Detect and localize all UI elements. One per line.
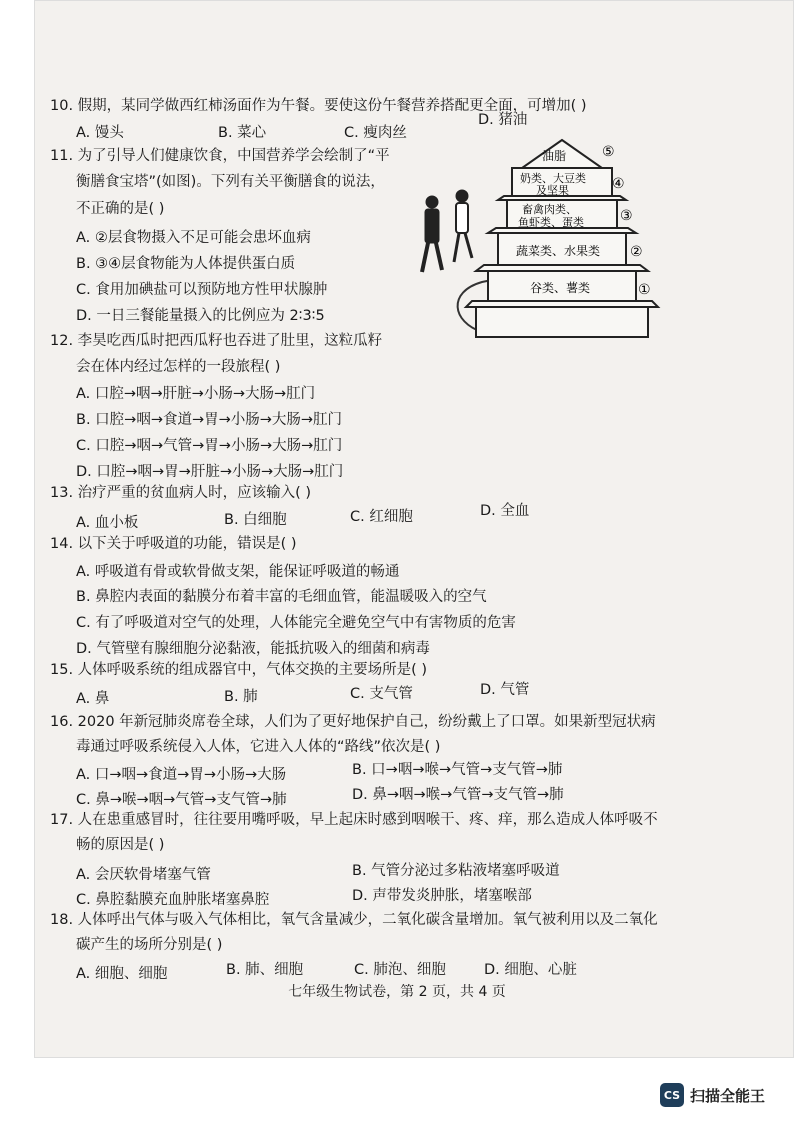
- q17-option-d: D. 声带发炎肿胀，堵塞喉部: [352, 888, 532, 904]
- q11-option-b: B. ③④层食物能为人体提供蛋白质: [76, 256, 296, 272]
- q14-option-b: B. 鼻腔内表面的黏膜分布着丰富的毛细血管，能温暖吸入的空气: [76, 589, 487, 605]
- q14-option-c: C. 有了呼吸道对空气的处理，人体能完全避免空气中有害物质的危害: [76, 615, 516, 631]
- question-16-stem-1: 16. 2020 年新冠肺炎席卷全球，人们为了更好地保护自己，纷纷戴上了口罩。如果新型冠状病: [50, 714, 656, 730]
- question-11-stem-3: 不正确的是( ): [76, 201, 165, 217]
- layer-5-number: ⑤: [602, 144, 615, 160]
- q11-option-d: D. 一日三餐能量摄入的比例应为 2∶3∶5: [76, 308, 325, 324]
- brand-name: 扫描全能王: [690, 1086, 766, 1105]
- q18-option-c: C. 肺泡、细胞: [354, 962, 446, 978]
- q11-option-c: C. 食用加碘盐可以预防地方性甲状腺肿: [76, 282, 328, 298]
- layer-3-label-1: 畜禽肉类、: [522, 203, 577, 216]
- q18-option-b: B. 肺、细胞: [226, 962, 304, 978]
- scanner-brand-watermark: [660, 1083, 765, 1107]
- q12-option-c: C. 口腔→咽→气管→胃→小肠→大肠→肛门: [76, 438, 343, 454]
- q18-option-d: D. 细胞、心脏: [484, 962, 577, 978]
- layer-2-label: 蔬菜类、水果类: [516, 244, 601, 258]
- q16-option-c: C. 鼻→喉→咽→气管→支气管→肺: [76, 792, 287, 808]
- q15-option-a: A. 鼻: [76, 691, 110, 707]
- q17-option-b: B. 气管分泌过多粘液堵塞呼吸道: [352, 863, 560, 879]
- question-18-stem-1: 18. 人体呼出气体与吸入气体相比，氧气含量减少，二氧化碳含量增加。氧气被利用以及二氧化: [50, 912, 658, 928]
- runner-figures: [422, 190, 472, 272]
- layer-4-number: ④: [612, 176, 625, 192]
- q12-option-d: D. 口腔→咽→胃→肝脏→小肠→大肠→肛门: [76, 464, 344, 480]
- q15-option-b: B. 肺: [224, 689, 258, 705]
- question-15-stem: 15. 人体呼吸系统的组成器官中，气体交换的主要场所是( ): [50, 662, 428, 678]
- question-16-stem-2: 毒通过呼吸系统侵入人体，它进入人体的“路线”依次是( ): [76, 739, 441, 755]
- q10-option-d: D. 猪油: [478, 112, 528, 128]
- question-14-stem: 14. 以下关于呼吸道的功能，错误是( ): [50, 536, 297, 552]
- question-11-stem-2: 衡膳食宝塔”(如图)。下列有关平衡膳食的说法，: [76, 174, 385, 190]
- q13-option-a: A. 血小板: [76, 515, 139, 531]
- layer-2-number: ②: [630, 244, 643, 260]
- layer-4-label-1: 奶类、大豆类: [520, 172, 586, 185]
- layer-3-number: ③: [620, 208, 633, 224]
- q10-option-a: A. 馒头: [76, 125, 124, 141]
- pagoda-outline: [466, 140, 658, 337]
- q13-option-b: B. 白细胞: [224, 512, 287, 528]
- camscanner-logo-icon: CS: [660, 1083, 684, 1107]
- layer-5-label: 油脂: [542, 149, 567, 163]
- question-13-stem: 13. 治疗严重的贫血病人时，应该输入( ): [50, 485, 312, 501]
- q16-option-b: B. 口→咽→喉→气管→支气管→肺: [352, 762, 563, 778]
- q15-option-d: D. 气管: [480, 682, 530, 698]
- q16-option-a: A. 口→咽→食道→胃→小肠→大肠: [76, 767, 287, 783]
- q17-option-c: C. 鼻腔黏膜充血肿胀堵塞鼻腔: [76, 892, 270, 908]
- q18-option-a: A. 细胞、细胞: [76, 966, 168, 982]
- q12-option-b: B. 口腔→咽→食道→胃→小肠→大肠→肛门: [76, 412, 343, 428]
- layer-1-label: 谷类、薯类: [530, 281, 591, 295]
- question-11-stem-1: 11. 为了引导人们健康饮食，中国营养学会绘制了“平: [50, 148, 390, 164]
- q14-option-a: A. 呼吸道有骨或软骨做支架，能保证呼吸道的畅通: [76, 564, 400, 580]
- q11-option-a: A. ②层食物摄入不足可能会患坏血病: [76, 230, 311, 246]
- pagoda-svg: [412, 132, 662, 342]
- q10-option-c: C. 瘦肉丝: [344, 125, 407, 141]
- question-10-stem: 10. 假期，某同学做西红柿汤面作为午餐。要使这份午餐营养搭配更全面，可增加( ): [50, 98, 587, 114]
- q16-option-d: D. 鼻→咽→喉→气管→支气管→肺: [352, 787, 564, 803]
- q15-option-c: C. 支气管: [350, 686, 413, 702]
- q17-option-a: A. 会厌软骨堵塞气管: [76, 867, 211, 883]
- q13-option-d: D. 全血: [480, 503, 530, 519]
- page-footer: 七年级生物试卷，第 2 页，共 4 页: [288, 984, 506, 1000]
- q10-option-b: B. 菜心: [218, 125, 267, 141]
- balanced-diet-pagoda-figure: [412, 132, 662, 342]
- question-12-stem-1: 12. 李昊吃西瓜时把西瓜籽也吞进了肚里，这粒瓜籽: [50, 333, 383, 349]
- question-17-stem-2: 畅的原因是( ): [76, 837, 165, 853]
- question-17-stem-1: 17. 人在患重感冒时，往往要用嘴呼吸，早上起床时感到咽喉干、疼、痒，那么造成人体呼吸不: [50, 812, 658, 828]
- q13-option-c: C. 红细胞: [350, 509, 413, 525]
- layer-1-number: ①: [638, 282, 651, 298]
- q14-option-d: D. 气管壁有腺细胞分泌黏液，能抵抗吸入的细菌和病毒: [76, 641, 430, 657]
- question-18-stem-2: 碳产生的场所分别是( ): [76, 937, 223, 953]
- q12-option-a: A. 口腔→咽→肝脏→小肠→大肠→肛门: [76, 386, 316, 402]
- layer-4-label-2: 及坚果: [536, 184, 569, 197]
- question-12-stem-2: 会在体内经过怎样的一段旅程( ): [76, 359, 281, 375]
- layer-3-label-2: 鱼虾类、蛋类: [518, 216, 584, 229]
